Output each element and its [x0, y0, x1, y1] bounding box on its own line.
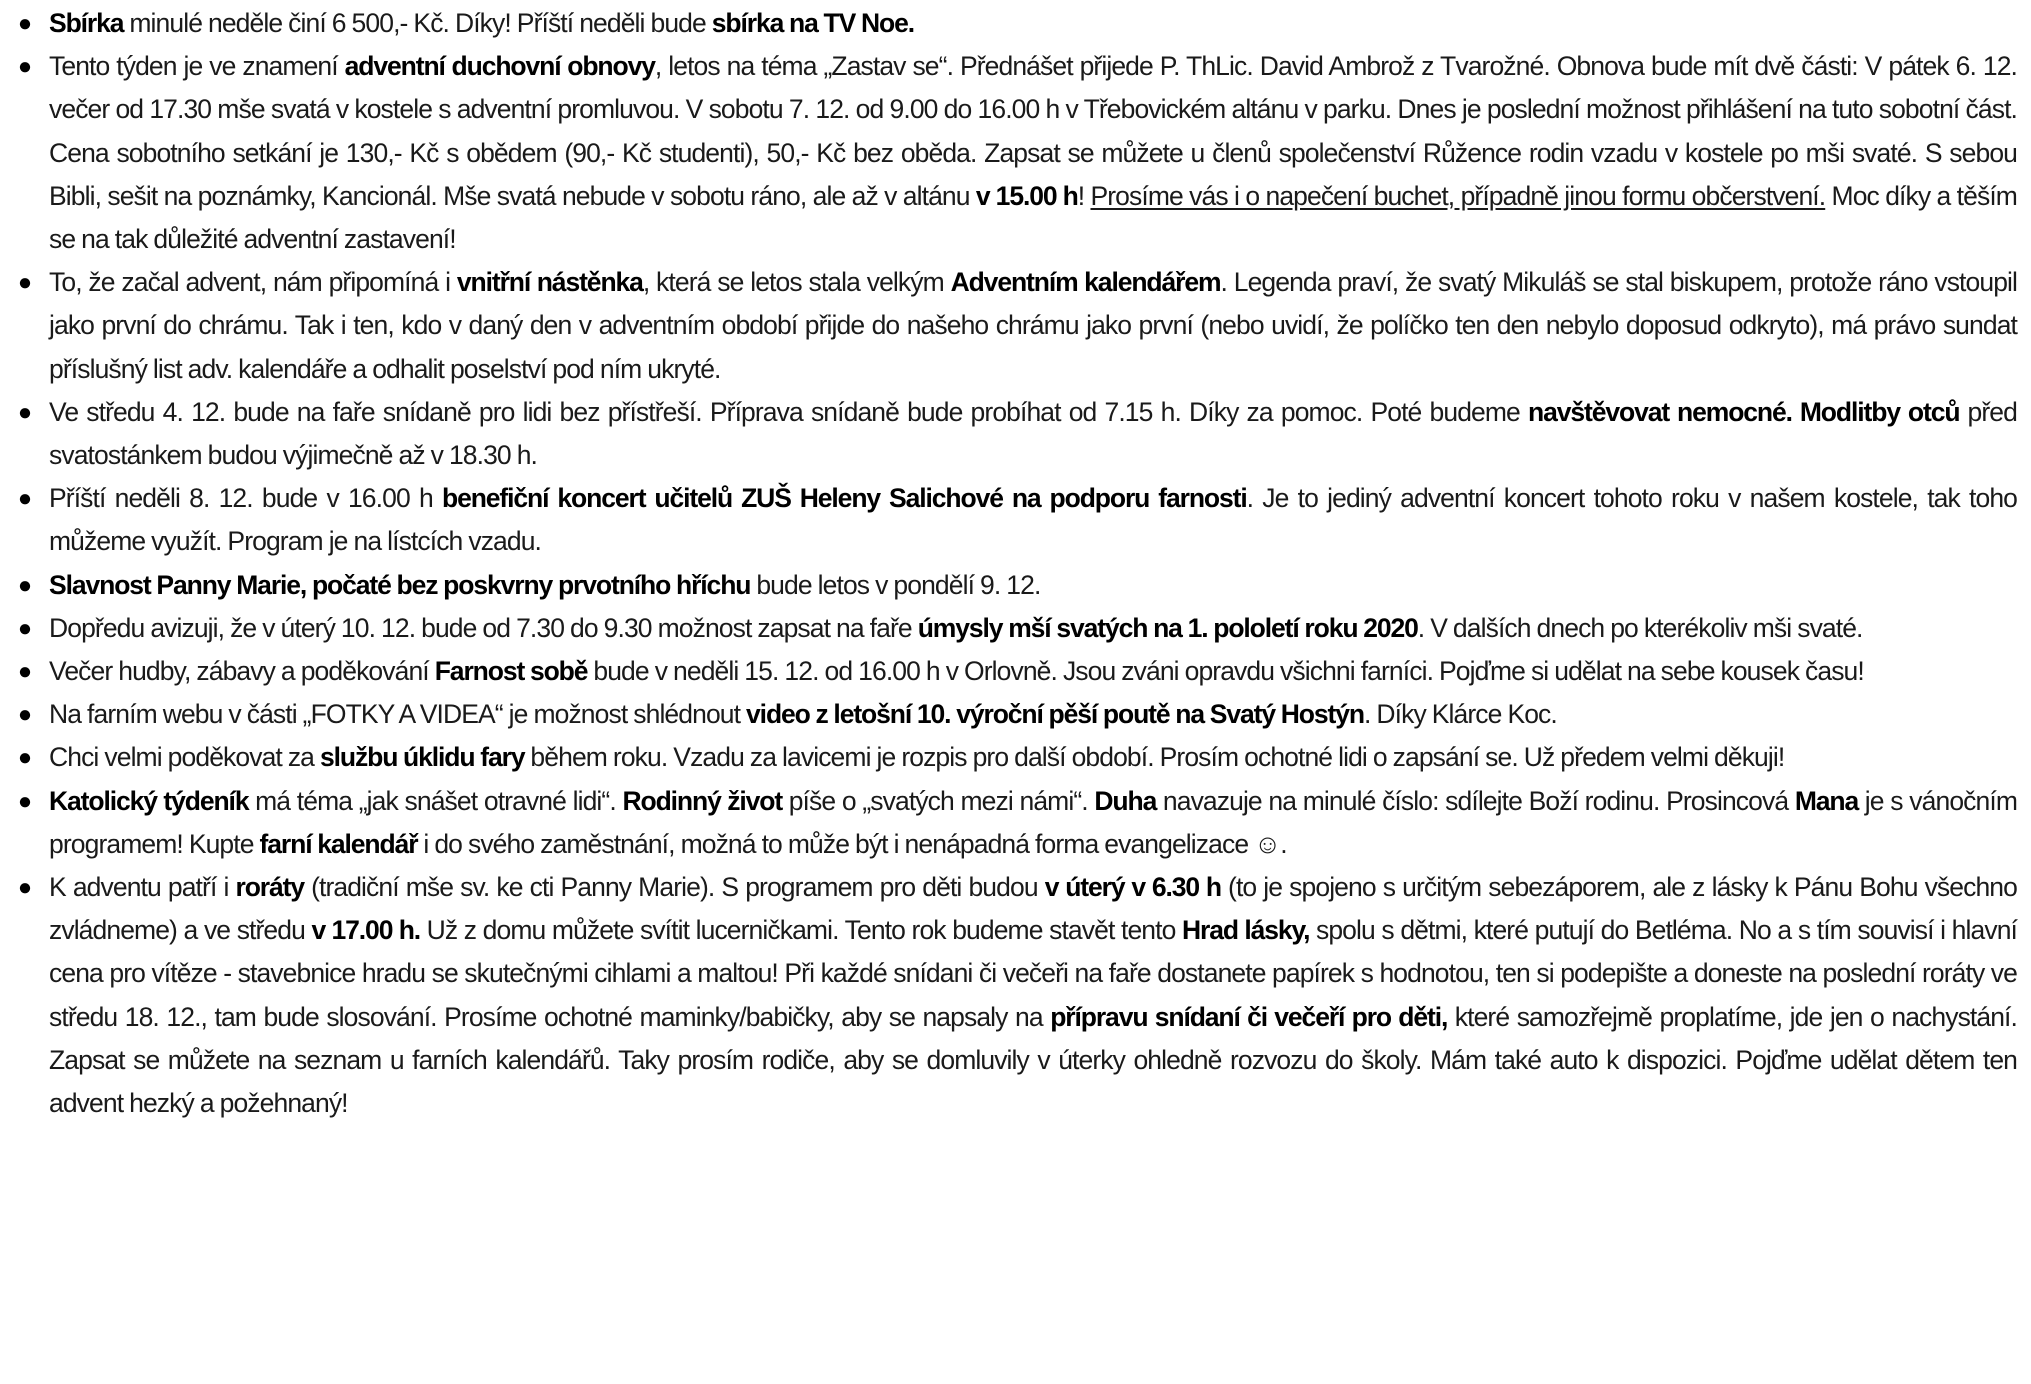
bold-text: Katolický týdeník — [49, 785, 249, 816]
bold-text: roráty — [235, 872, 305, 903]
bullet-icon: ● — [17, 571, 32, 599]
notice-item — [0, 607, 2017, 650]
bold-text: v 15.00 h — [975, 180, 1078, 211]
text-run: je s vánočním programem! Kupte — [49, 785, 2017, 859]
text-run: má téma „jak snášet otravné lidi“. — [248, 785, 623, 816]
notice-item — [0, 477, 2017, 563]
text-run: před svatostánkem budou výjimečně až v 18.30 h. — [49, 396, 2017, 471]
text-run: . Díky Klárce Koc. — [1363, 699, 1557, 730]
text-run: Tento týden je ve znamení — [49, 51, 345, 82]
bold-text: adventní duchovní obnovy — [344, 51, 655, 82]
text-run: navazuje na minulé číslo: sdílejte Boží rodinu. Prosincová — [1156, 785, 1795, 816]
text-run: spolu s dětmi, které putují do Betléma. No a s tím souvisí i hlavní cena pro vítěze - stavebnice hradu se skutečnými cihlami a maltou! Při každé snídani či večeři na faře dostanete papírek s hodnotou, ten si podepište a doneste na poslední roráty ve středu 18. 12., tam bude slosování. Prosíme ochotné maminky/babičky, aby se napsaly na — [49, 915, 2017, 1032]
text-run: které samozřejmě proplatíme, jde jen o nachystání. Zapsat se můžete na seznam u farních kalendářů. Taky prosím rodiče, aby se domluvily v úterky ohledně rozvozu do školy. Mám také auto k dispozici. Pojďme udělat dětem ten advent hezký a požehnaný! — [49, 1001, 2017, 1119]
bullet-icon: ● — [17, 658, 32, 686]
bold-text: Rodinný život — [622, 785, 783, 816]
text-run: minulé neděle činí 6 500,- Kč. Díky! Příští neděli bude — [123, 8, 712, 38]
notice-item — [0, 261, 2017, 391]
bold-text: video z letošní 10. výroční pěší poutě na Svatý Hostýn — [746, 699, 1364, 730]
text-run: . V dalších dnech po kterékoliv mši svaté. — [1417, 612, 1863, 643]
bold-text: v 17.00 h. — [311, 915, 421, 946]
notice-item — [0, 564, 2017, 607]
notice-item — [0, 693, 2017, 736]
text-run: i do svého zaměstnání, možná to může být i nenápadná forma evangelizace ☺. — [417, 828, 1287, 859]
text-run: To, že začal advent, nám připomíná i — [49, 267, 457, 298]
text-run: (to je spojeno s určitým sebezáporem, ale z lásky k Pánu Bohu všechno zvládneme) a ve středu — [49, 872, 2017, 946]
text-run: , která se letos stala velkým — [642, 267, 951, 298]
text-run: . Legenda praví, že svatý Mikuláš se stal biskupem, protože ráno vstoupil jako první do chrámu. Tak i ten, kdo v daný den v adventním období přijde do našeho chrámu jako první (nebo uvidí, že políčko ten den nebylo doposud odkryto), má právo sundat příslušný list adv. kalendáře a odhalit poselství pod ním ukryté. — [49, 267, 2018, 384]
bold-text: Hrad lásky, — [1181, 915, 1310, 946]
bullet-icon: ● — [17, 398, 32, 426]
bold-text: Farnost sobě — [434, 656, 588, 687]
bold-text: benefiční koncert učitelů ZUŠ Heleny Salichové na podporu farnosti — [441, 483, 1247, 514]
text-run: Večer hudby, zábavy a poděkování — [49, 656, 435, 687]
bold-text: v úterý v 6.30 h — [1044, 872, 1221, 903]
bold-text: Slavnost Panny Marie, počaté bez poskvrny prvotního hříchu — [49, 569, 751, 600]
text-run: Na farním webu v části „FOTKY A VIDEA“ je možnost shlédnout — [49, 699, 747, 730]
text-run: K adventu patří i — [49, 872, 236, 903]
text-run: Už z domu můžete svítit lucerničkami. Tento rok budeme stavět tento — [420, 915, 1182, 946]
bold-text: navštěvovat nemocné. Modlitby otců — [1528, 396, 1960, 427]
text-run: Moc díky a těším se na tak důležité adventní zastavení! — [49, 180, 2017, 255]
text-run: Ve středu 4. 12. bude na faře snídaně pro lidi bez přístřeší. Příprava snídaně bude probíhat od 7.15 h. Díky za pomoc. Poté budeme — [49, 396, 1528, 427]
text-run: Chci velmi poděkovat za — [49, 742, 320, 773]
bullet-icon: ● — [17, 701, 32, 729]
notice-item — [0, 736, 2017, 779]
bold-text: Mana — [1794, 785, 1859, 816]
bullet-icon: ● — [17, 874, 32, 902]
bullet-icon: ● — [17, 744, 32, 772]
notice-item — [0, 45, 2017, 261]
bold-text: službu úklidu fary — [319, 742, 525, 773]
bullet-icon: ● — [17, 53, 32, 81]
bold-text: přípravu snídaní či večeří pro děti, — [1050, 1001, 1448, 1032]
bold-text: Duha — [1094, 785, 1157, 816]
bullet-icon: ● — [17, 485, 32, 513]
bullet-icon: ● — [17, 787, 32, 815]
text-run: během roku. Vzadu za lavicemi je rozpis pro další období. Prosím ochotné lidi o zapsání se. Už předem velmi děkuji! — [524, 742, 1785, 773]
notice-item — [0, 2, 2017, 45]
text-run: bude v neděli 15. 12. od 16.00 h v Orlovně. Jsou zváni opravdu všichni farníci. Pojďme si udělat na sebe kousek času! — [587, 656, 1864, 687]
notice-item — [0, 391, 2017, 477]
underlined-text: Prosíme vás i o napečení buchet, případně jinou formu občerstvení. — [1090, 180, 1826, 211]
text-run: ! — [1077, 180, 1091, 211]
text-run: Dopředu avizuji, že v úterý 10. 12. bude od 7.30 do 9.30 možnost zapsat na faře — [49, 612, 918, 643]
notice-item — [0, 780, 2017, 866]
text-run: píše o „svatých mezi námi“. — [782, 785, 1095, 816]
bold-text: úmysly mší svatých na 1. pololetí roku 2020 — [917, 612, 1418, 643]
bold-text: farní kalendář — [259, 828, 418, 859]
bold-text: Sbírka — [49, 8, 124, 38]
bullet-icon: ● — [17, 10, 32, 37]
bullet-icon: ● — [17, 269, 32, 297]
text-run: bude letos v pondělí 9. 12. — [750, 569, 1041, 600]
text-run: , letos na téma „Zastav se“. Přednášet přijede P. ThLic. David Ambrož z Tvarožné. Obnova bude mít dvě části: V pátek 6. 12. večer od 17.30 mše svatá v kostele s adventní promluvou. V sobotu 7. 12. od 9.00 do 16.00 h v Třebovickém altánu v parku. Dnes je poslední možnost přihlášení na tuto sobotní část. Cena sobotního setkání je 130,- Kč s obědem (90,- Kč studenti), 50,- Kč bez oběda. Zapsat se můžete u členů společenství Růžence rodin vzadu v kostele po mši svaté. S sebou Bibli, sešit na poznámky, Kancionál. Mše svatá nebude v sobotu ráno, ale až v altánu — [49, 51, 2017, 211]
bullet-icon: ● — [17, 614, 32, 642]
notice-list — [0, 2, 2017, 1125]
text-run: Příští neděli 8. 12. bude v 16.00 h — [49, 483, 442, 514]
notice-item — [0, 866, 2017, 1125]
text-run: . Je to jediný adventní koncert tohoto roku v našem kostele, tak toho můžeme využít. Program je na lístcích vzadu. — [49, 483, 2018, 557]
notice-item — [0, 650, 2017, 693]
bold-text: Adventním kalendářem — [950, 267, 1221, 298]
bold-text: sbírka na TV Noe. — [711, 8, 914, 38]
text-run: (tradiční mše sv. ke cti Panny Marie). S programem pro děti budou — [304, 872, 1045, 903]
bold-text: vnitřní nástěnka — [456, 267, 643, 298]
